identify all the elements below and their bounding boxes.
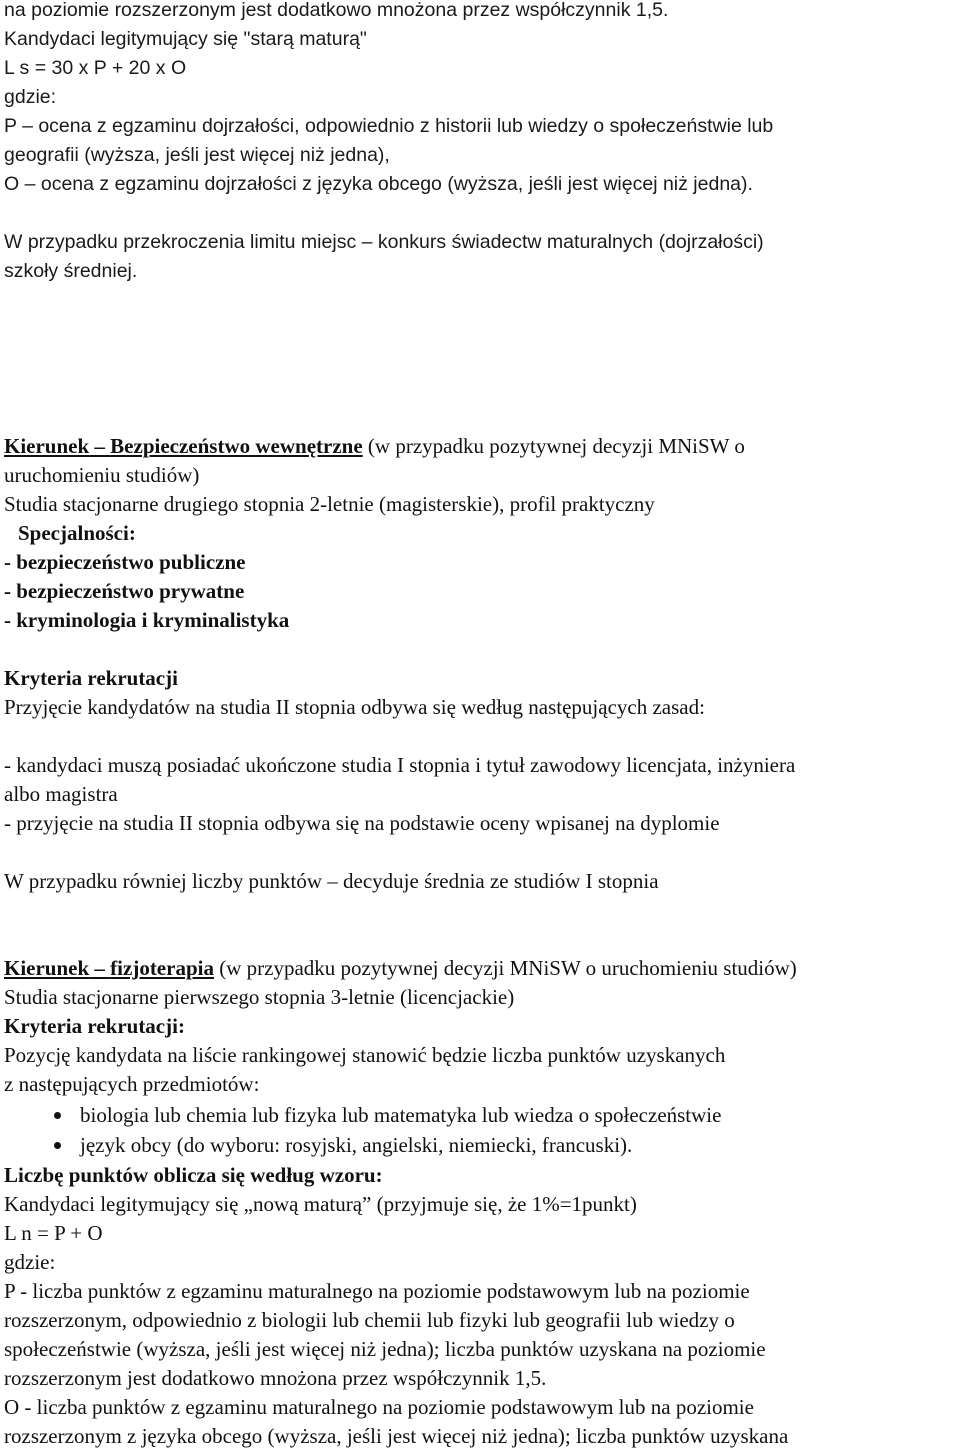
text-line: szkoły średniej. bbox=[4, 260, 138, 282]
bullet-icon bbox=[54, 1112, 61, 1119]
formula-line: L s = 30 x P + 20 x O bbox=[4, 57, 187, 79]
criteria-title: Kryteria rekrutacji bbox=[4, 666, 178, 690]
text-line: Studia stacjonarne pierwszego stopnia 3-letnie (licencjackie) bbox=[4, 985, 515, 1009]
course-note: (w przypadku pozytywnej decyzji MNiSW o bbox=[362, 434, 745, 458]
spec-item: - kryminologia i kryminalistyka bbox=[4, 608, 290, 632]
text-line: P - liczba punktów z egzaminu maturalnego na poziomie podstawowym lub na poziomie bbox=[4, 1279, 750, 1303]
list-item-text: język obcy (do wyboru: rosyjski, angielski, niemiecki, francuski). bbox=[80, 1133, 633, 1157]
kierunek-label: Kierunek bbox=[4, 434, 90, 458]
spec-item: - bezpieczeństwo publiczne bbox=[4, 550, 246, 574]
section-heading-bw bbox=[4, 432, 745, 461]
course-note: (w przypadku pozytywnej decyzji MNiSW o uruchomieniu studiów) bbox=[213, 956, 797, 980]
text-line: uruchomieniu studiów) bbox=[4, 463, 200, 487]
text-line: - przyjęcie na studia II stopnia odbywa się na podstawie oceny wpisanej na dyplomie bbox=[4, 811, 720, 835]
text-line: Studia stacjonarne drugiego stopnia 2-letnie (magisterskie), profil praktyczny bbox=[4, 492, 655, 516]
text-line: Pozycję kandydata na liście rankingowej stanowić będzie liczba punktów uzyskanych bbox=[4, 1043, 726, 1067]
text-line: geografii (wyższa, jeśli jest więcej niż jedna), bbox=[4, 144, 390, 166]
text-line: P – ocena z egzaminu dojrzałości, odpowiednio z historii lub wiedzy o społeczeństwie lub bbox=[4, 115, 774, 137]
text-line: Przyjęcie kandydatów na studia II stopnia odbywa się według następujących zasad: bbox=[4, 695, 705, 719]
bullet-icon bbox=[54, 1142, 61, 1149]
formula-line: L n = P + O bbox=[4, 1221, 103, 1245]
course-name: fizjoterapia bbox=[110, 956, 214, 980]
text-line: W przypadku równiej liczby punktów – decyduje średnia ze studiów I stopnia bbox=[4, 869, 659, 893]
text-line: z następujących przedmiotów: bbox=[4, 1072, 260, 1096]
section-heading-fz bbox=[4, 954, 797, 983]
kierunek-label: Kierunek bbox=[4, 956, 90, 980]
spec-item: - bezpieczeństwo prywatne bbox=[4, 579, 245, 603]
text-line: Kandydaci legitymujący się "starą maturą" bbox=[4, 28, 367, 50]
course-name: Bezpieczeństwo wewnętrzne bbox=[110, 434, 363, 458]
text-line: O - liczba punktów z egzaminu maturalnego na poziomie podstawowym lub na poziomie bbox=[4, 1395, 754, 1419]
text-line: rozszerzonym, odpowiednio z biologii lub chemii lub fizyki lub geografii lub wiedzy o bbox=[4, 1308, 735, 1332]
text-line: gdzie: bbox=[4, 86, 57, 108]
dash: – bbox=[89, 434, 111, 458]
text-line: - kandydaci muszą posiadać ukończone studia I stopnia i tytuł zawodowy licencjata, inżyniera bbox=[4, 753, 796, 777]
text-line: Kandydaci legitymujący się „nową maturą” (przyjmuje się, że 1%=1punkt) bbox=[4, 1192, 637, 1216]
dash: – bbox=[89, 956, 111, 980]
criteria-title: Kryteria rekrutacji: bbox=[4, 1014, 185, 1038]
text-line: O – ocena z egzaminu dojrzałości z języka obcego (wyższa, jeśli jest więcej niż jedna). bbox=[4, 173, 753, 195]
formula-title: Liczbę punktów oblicza się według wzoru: bbox=[4, 1163, 383, 1187]
list-item-text: biologia lub chemia lub fizyka lub matematyka lub wiedza o społeczeństwie bbox=[80, 1103, 722, 1127]
text-line: W przypadku przekroczenia limitu miejsc – konkurs świadectw maturalnych (dojrzałości) bbox=[4, 231, 764, 253]
text-line: gdzie: bbox=[4, 1250, 56, 1274]
text-line: na poziomie rozszerzonym jest dodatkowo mnożona przez współczynnik 1,5. bbox=[4, 0, 669, 21]
text-line: rozszerzonym jest dodatkowo mnożona przez współczynnik 1,5. bbox=[4, 1366, 547, 1390]
text-line: społeczeństwie (wyższa, jeśli jest więcej niż jedna); liczba punktów uzyskana na poziomie bbox=[4, 1337, 766, 1361]
text-line: rozszerzonym z języka obcego (wyższa, jeśli jest więcej niż jedna); liczba punktów uzyskana bbox=[4, 1424, 789, 1448]
text-line: albo magistra bbox=[4, 782, 118, 806]
specializations-title: Specjalności: bbox=[18, 521, 136, 545]
